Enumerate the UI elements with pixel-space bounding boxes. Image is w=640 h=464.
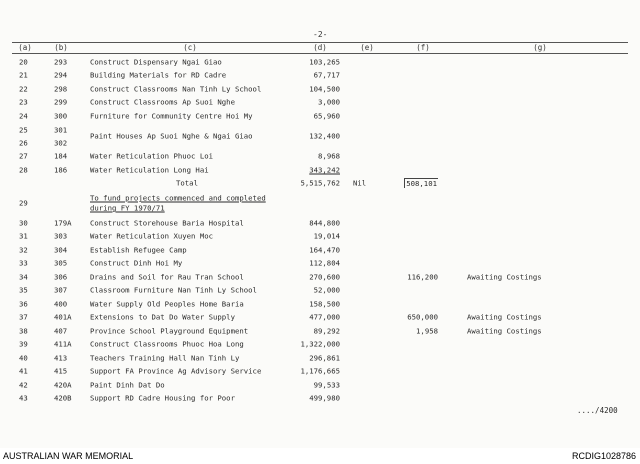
page-number: -2- — [313, 30, 328, 39]
project-table — [0, 55, 640, 405]
row-description: Paint Dinh Dat Do — [90, 380, 165, 390]
row-amount: 19,014 — [313, 231, 340, 241]
row-project-number: 179A — [54, 218, 72, 228]
section-heading-line-1: To fund projects commenced and completed — [90, 193, 266, 203]
row-item-number: 24 — [19, 111, 28, 121]
row-amount: 158,500 — [309, 299, 340, 309]
row-description: Extensions to Dat Do Water Supply — [90, 312, 235, 322]
row-item-number: 25 — [19, 125, 28, 134]
row-description: Paint Houses Ap Suoi Nghe & Ngai Giao — [90, 131, 253, 141]
row-item-number: 26 — [19, 138, 28, 147]
table-row — [0, 284, 640, 298]
row-description: Support FA Province Ag Advisory Service — [90, 366, 262, 376]
row-item-number: 40 — [19, 353, 28, 363]
total-amount: 5,515,762 — [300, 178, 340, 188]
column-header-c: (c) — [183, 43, 197, 52]
row-project-number: 299 — [54, 97, 68, 107]
table-row — [0, 351, 640, 365]
row-project-number: 400 — [54, 299, 68, 309]
row-status: Awaiting Costings — [467, 326, 542, 336]
table-row — [0, 243, 640, 257]
row-description: Construct Classrooms Ap Suoi Nghe — [90, 97, 235, 107]
table-row — [0, 324, 640, 338]
row-item-number: 33 — [19, 258, 28, 268]
row-description: Construct Storehouse Baria Hospital — [90, 218, 244, 228]
row-project-number: 413 — [54, 353, 68, 363]
row-amount: 3,000 — [318, 97, 340, 107]
row-item-number: 34 — [19, 272, 28, 282]
row-project-number: 184 — [54, 151, 68, 161]
row-amount: 1,176,665 — [300, 366, 340, 376]
row-amount: 112,804 — [309, 258, 340, 268]
table-row — [0, 109, 640, 123]
row-column-f: 1,958 — [416, 326, 438, 336]
row-item-number: 39 — [19, 339, 28, 349]
row-item-number: 31 — [19, 231, 28, 241]
column-header-d: (d) — [313, 43, 327, 52]
row-description: Building Materials for RD Cadre — [90, 70, 227, 80]
column-header-f: (f) — [416, 43, 430, 52]
row-item-number: 41 — [19, 366, 28, 376]
row-description: Water Reticulation Long Hai — [90, 165, 209, 175]
row-project-number: 298 — [54, 84, 68, 94]
column-header-a: (a) — [18, 43, 32, 52]
row-status: Awaiting Costings — [467, 312, 542, 322]
row-amount: 65,960 — [313, 111, 340, 121]
row-amount: 1,322,000 — [300, 339, 340, 349]
row-description: Water Reticulation Phuoc Loi — [90, 151, 214, 161]
table-row — [0, 338, 640, 352]
row-description: Water Supply Old Peoples Home Baria — [90, 299, 244, 309]
row-description: Province School Playground Equipment — [90, 326, 249, 336]
row-description: Construct Classrooms Nan Tinh Ly School — [90, 84, 262, 94]
table-row — [0, 69, 640, 83]
row-amount: 343,242 — [309, 165, 340, 175]
table-row — [0, 123, 640, 150]
row-project-number: 300 — [54, 111, 68, 121]
row-item-number: 20 — [19, 57, 28, 67]
row-amount: 270,600 — [309, 272, 340, 282]
archive-footer — [0, 448, 640, 464]
table-row — [0, 365, 640, 379]
table-row — [0, 163, 640, 177]
row-item-number: 21 — [19, 70, 28, 80]
row-description: Construct Classrooms Phuoc Hoa Long — [90, 339, 244, 349]
row-item-number: 30 — [19, 218, 28, 228]
column-header-b: (b) — [54, 43, 68, 52]
column-header-e: (e) — [360, 43, 374, 52]
row-project-number: 302 — [54, 138, 68, 147]
table-row — [0, 297, 640, 311]
row-status: Awaiting Costings — [467, 272, 542, 282]
row-description: Construct Dinh Hoi My — [90, 258, 183, 268]
total-row — [0, 177, 640, 191]
row-amount: 844,800 — [309, 218, 340, 228]
row-project-number: 401A — [54, 312, 72, 322]
row-amount: 477,000 — [309, 312, 340, 322]
row-project-number: 301 — [54, 125, 68, 134]
row-amount: 52,000 — [313, 285, 340, 295]
row-amount: 99,533 — [313, 380, 340, 390]
row-item-number: 36 — [19, 299, 28, 309]
total-column-e: Nil — [353, 178, 367, 188]
row-description: Construct Dispensary Ngai Giao — [90, 57, 222, 67]
table-row — [0, 150, 640, 164]
row-description: Classroom Furniture Nan Tinh Ly School — [90, 285, 257, 295]
table-row — [0, 216, 640, 230]
total-column-f: 508,101 — [406, 179, 437, 189]
row-description: Water Reticulation Xuyen Moc — [90, 231, 214, 241]
table-row — [0, 96, 640, 110]
row-description: Drains and Soil for Rau Tran School — [90, 272, 244, 282]
row-item-number: 23 — [19, 97, 28, 107]
continuation-marker: ..../4200 — [577, 406, 618, 415]
total-label: Total — [176, 178, 198, 188]
section-heading-row — [0, 190, 640, 216]
row-amount: 132,400 — [309, 131, 340, 141]
row-amount: 499,980 — [309, 393, 340, 403]
archive-reference: RCDIG1028786 — [571, 451, 636, 461]
row-amount: 8,968 — [318, 151, 340, 161]
row-item-number: 37 — [19, 312, 28, 322]
row-column-f: 116,200 — [407, 272, 438, 282]
row-item-number: 29 — [19, 198, 28, 208]
table-row — [0, 311, 640, 325]
row-amount: 67,717 — [313, 70, 340, 80]
column-header-g: (g) — [533, 43, 547, 52]
row-item-number: 27 — [19, 151, 28, 161]
row-project-number: 306 — [54, 272, 68, 282]
row-column-f: 650,000 — [407, 312, 438, 322]
archive-name: AUSTRALIAN WAR MEMORIAL — [3, 451, 134, 461]
row-item-number: 35 — [19, 285, 28, 295]
row-item-number: 32 — [19, 245, 28, 255]
row-amount: 164,470 — [309, 245, 340, 255]
row-project-number: 420B — [54, 393, 72, 403]
row-amount: 296,861 — [309, 353, 340, 363]
row-description: Support RD Cadre Housing for Poor — [90, 393, 235, 403]
row-description: Teachers Training Hall Nan Tinh Ly — [90, 353, 240, 363]
table-row — [0, 257, 640, 271]
row-project-number: 293 — [54, 57, 68, 67]
row-description: Furniture for Community Centre Hoi My — [90, 111, 253, 121]
row-project-number: 407 — [54, 326, 68, 336]
table-row — [0, 82, 640, 96]
row-project-number: 304 — [54, 245, 68, 255]
row-project-number: 415 — [54, 366, 68, 376]
table-row — [0, 270, 640, 284]
row-item-number: 42 — [19, 380, 28, 390]
row-project-number: 411A — [54, 339, 72, 349]
row-item-number: 28 — [19, 165, 28, 175]
row-project-number: 294 — [54, 70, 68, 80]
table-row — [0, 55, 640, 69]
section-heading-line-2: during FY 1970/71 — [90, 203, 165, 213]
header-rule-bottom — [12, 53, 628, 54]
table-row — [0, 378, 640, 392]
row-amount: 89,292 — [313, 326, 340, 336]
row-project-number: 420A — [54, 380, 72, 390]
row-amount: 103,265 — [309, 57, 340, 67]
table-row — [0, 392, 640, 406]
row-project-number: 305 — [54, 258, 68, 268]
row-item-number: 38 — [19, 326, 28, 336]
row-item-number: 22 — [19, 84, 28, 94]
row-project-number: 186 — [54, 165, 68, 175]
row-amount: 104,500 — [309, 84, 340, 94]
row-project-number: 303 — [54, 231, 68, 241]
row-item-number: 43 — [19, 393, 28, 403]
table-row — [0, 230, 640, 244]
row-description: Establish Refugee Camp — [90, 245, 187, 255]
row-project-number: 307 — [54, 285, 68, 295]
